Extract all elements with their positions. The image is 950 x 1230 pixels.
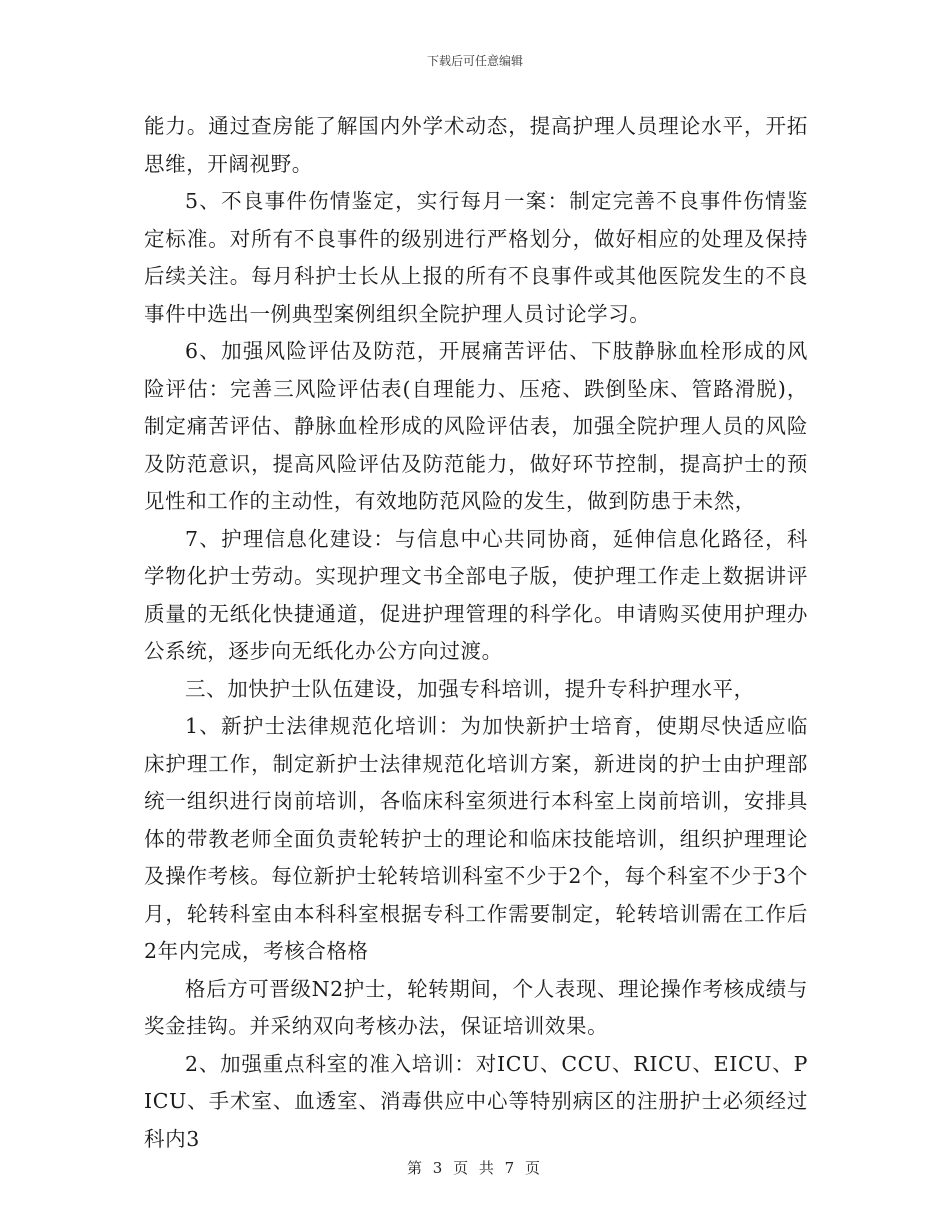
paragraph: 格后方可晋级N2护士，轮转期间，个人表现、理论操作考核成绩与奖金挂钩。并采纳双向考核办法，保证培训效果。 [144, 976, 808, 1038]
paragraph: 7、护理信息化建设：与信息中心共同协商，延伸信息化路径，科学物化护士劳动。实现护理文书全部电子版，使护理工作走上数据讲评质量的无纸化快捷通道，促进护理管理的科学化。申请购买使用护理办公系统，逐步向无纸化办公方向过渡。 [144, 526, 808, 663]
page-header: 下载后可任意编辑 [426, 54, 523, 68]
paragraph: 1、新护士法律规范化培训：为加快新护士培育，使期尽快适应临床护理工作，制定新护士法律规范化培训方案，新进岗的护士由护理部统一组织进行岗前培训，各临床科室须进行本科室上岗前培训，安排具体的带教老师全面负责轮转护士的理论和临床技能培训，组织护理理论及操作考核。每位新护士轮转培训科室不少于2个，每个科室不少于3个月，轮转科室由本科科室根据专科工作需要制定，轮转培训需在工作后2年内完成，考核合格格 [144, 714, 808, 963]
section-heading: 三、加快护士队伍建设，加强专科培训，提升专科护理水平， [185, 676, 755, 701]
body-text [144, 108, 808, 1158]
paragraph: 2、加强重点科室的准入培训：对ICU、CCU、RICU、EICU、PICU、手术室、血透室、消毒供应中心等特别病区的注册护士必须经过科内3 [144, 1051, 808, 1151]
paragraph: 6、加强风险评估及防范，开展痛苦评估、下肢静脉血栓形成的风险评估：完善三风险评估表(自理能力、压疮、跌倒坠床、管路滑脱)，制定痛苦评估、静脉血栓形成的风险评估表，加强全院护理人员的风险及防范意识，提高风险评估及防范能力，做好环节控制，提高护士的预见性和工作的主动性，有效地防范风险的发生，做到防患于未然， [144, 339, 808, 513]
page-footer: 第 3 页 共 7 页 [407, 1159, 543, 1177]
paragraph: 5、不良事件伤情鉴定，实行每月一案：制定完善不良事件伤情鉴定标准。对所有不良事件的级别进行严格划分，做好相应的处理及保持后续关注。每月科护士长从上报的所有不良事件或其他医院发生的不良事件中选出一例典型案例组织全院护理人员讨论学习。 [144, 189, 808, 326]
paragraph: 能力。通过查房能了解国内外学术动态，提高护理人员理论水平，开拓思维，开阔视野。 [144, 114, 808, 176]
